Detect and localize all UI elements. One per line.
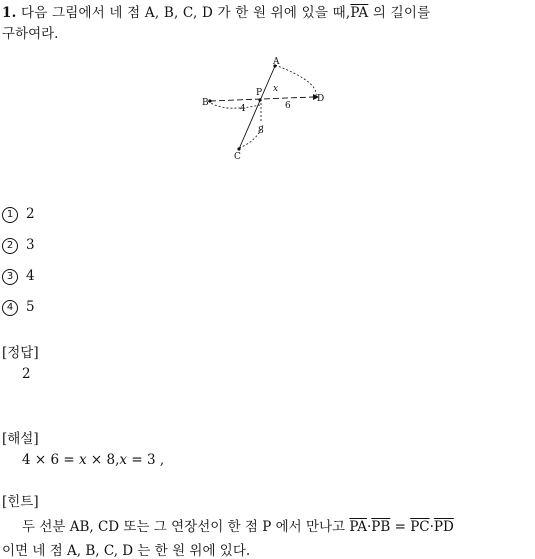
eq-equals-1: = (63, 452, 75, 468)
hint-dot-2: · (429, 519, 434, 535)
eq-equals-2: = (131, 452, 143, 468)
choice-3-mark: 3 (2, 269, 18, 285)
explanation-heading: [해설] (2, 431, 39, 447)
choice-4-value: 5 (26, 299, 35, 315)
point-p (258, 98, 261, 101)
choice-2-value: 3 (26, 237, 35, 253)
eq-x-2: x (119, 452, 128, 468)
choice-1[interactable] (2, 206, 35, 223)
figure-svg (202, 55, 330, 165)
answer-heading: [정답] (2, 345, 39, 361)
hint-line-1 (22, 515, 454, 535)
circle-arc-ad (275, 65, 316, 99)
eq-x-1: x (79, 452, 87, 468)
hint-pc: $\overline{PC}$ (410, 519, 430, 535)
segment-pa-label: $\overline{PA}$ (350, 5, 369, 21)
answer-value: 2 (22, 366, 31, 382)
eq-times-2: × (90, 452, 103, 468)
geometry-figure (202, 55, 330, 165)
hint-pb: $\overline{PB}$ (371, 519, 391, 535)
hint-pa: $\overline{PA}$ (349, 519, 367, 535)
hint-heading: [힌트] (2, 494, 39, 510)
label-6: 6 (285, 101, 291, 111)
eq-comma-1: , (115, 452, 120, 468)
point-b (208, 99, 211, 102)
choice-3-value: 4 (26, 268, 35, 284)
choice-1-value: 2 (26, 206, 35, 222)
question-number: 1. (2, 5, 17, 21)
hint-equals: = (390, 519, 411, 535)
label-b: B (202, 98, 209, 108)
hint-text-1: 두 선분 AB, CD 또는 그 연장선이 한 점 P 에서 만나고 (22, 519, 350, 535)
question-text-b: 의 길이를 (368, 5, 431, 21)
label-x: x (273, 84, 279, 94)
eq-6: 6 (50, 452, 60, 468)
eq-8: 8 (106, 452, 116, 468)
question-line-2: 구하여라. (2, 26, 59, 42)
hint-dot-1: · (366, 519, 372, 535)
choice-4[interactable] (2, 299, 35, 316)
question-line-1 (2, 1, 533, 21)
label-a: A (273, 57, 280, 67)
explanation-equation (22, 452, 164, 468)
eq-3: 3 (146, 452, 156, 468)
point-c (237, 147, 240, 150)
label-c: C (234, 152, 241, 162)
choice-4-mark: 4 (2, 300, 18, 316)
choice-2-mark: 2 (2, 238, 18, 254)
label-d: D (317, 94, 325, 104)
circle-arc-bp (208, 101, 260, 108)
label-4: 4 (240, 104, 246, 114)
hint-line-2: 이면 네 점 A, B, C, D 는 한 원 위에 있다. (2, 543, 251, 559)
eq-times-1: × (34, 452, 47, 468)
label-8: 8 (258, 126, 264, 136)
choice-3[interactable] (2, 268, 35, 285)
question-text-a: 다음 그림에서 네 점 A, B, C, D 가 한 원 위에 있을 때, (21, 5, 351, 21)
choice-2[interactable] (2, 237, 35, 254)
label-p: P (256, 88, 263, 98)
hint-pd: $\overline{PD}$ (433, 519, 454, 535)
choice-1-mark: 1 (2, 207, 18, 223)
eq-4: 4 (22, 452, 31, 468)
eq-comma-2: , (159, 452, 165, 468)
